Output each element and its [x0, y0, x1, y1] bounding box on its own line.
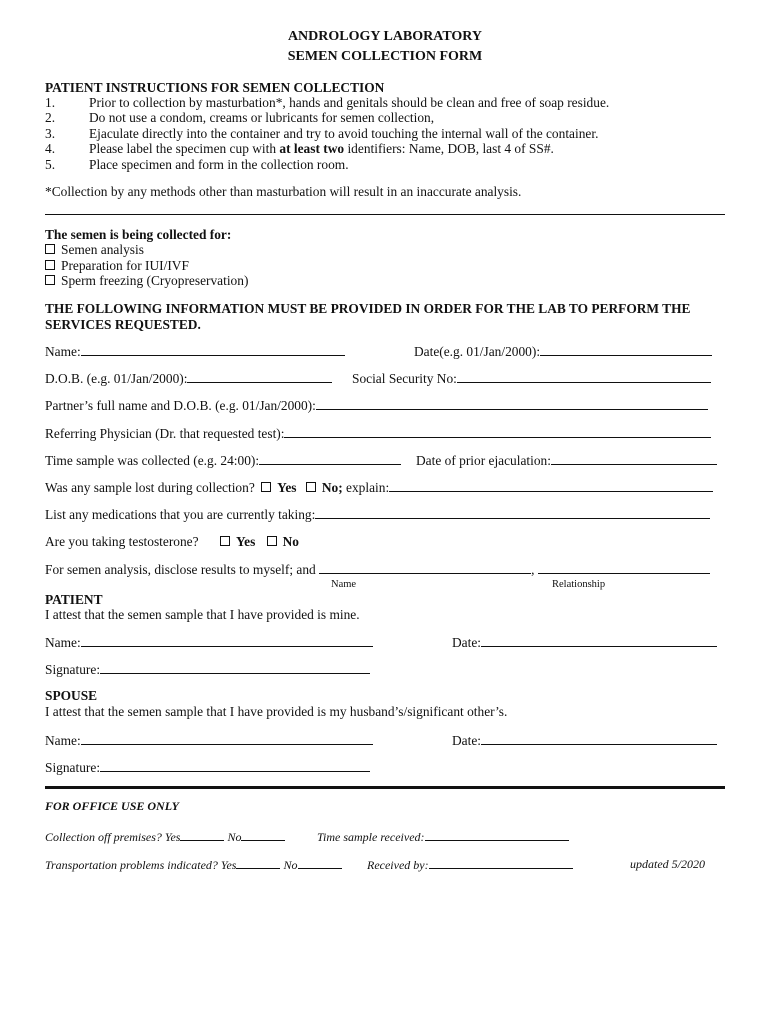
section-divider [45, 214, 725, 215]
spouse-name-label: Name: [45, 733, 81, 748]
medications-row [45, 506, 710, 523]
form-title: SEMEN COLLECTION FORM [287, 49, 483, 64]
spouse-signature-label: Signature: [45, 760, 101, 775]
required-info-notice: THE FOLLOWING INFORMATION MUST BE PROVIDED IN ORDER FOR THE LAB TO PERFORM THE [45, 301, 691, 316]
ssn-label: Social Security No: [352, 371, 457, 386]
collection-yes-field[interactable] [180, 829, 224, 841]
patient-date-label: Date: [452, 635, 481, 650]
name-caption: Name [331, 579, 357, 590]
testosterone-row [45, 534, 299, 550]
spouse-signature-field[interactable] [100, 759, 370, 772]
patient-signature-field[interactable] [100, 661, 370, 674]
purpose-option [45, 273, 248, 289]
physician-label: Referring Physician (Dr. that requested test): [45, 426, 285, 441]
received-by-label: Received by: [367, 858, 429, 872]
patient-attestation: I attest that the semen sample that I have provided is mine. [45, 607, 360, 622]
instruction-number: 3. [45, 126, 56, 141]
purpose-option [45, 258, 189, 274]
spouse-name-row [45, 732, 373, 749]
spouse-date-field[interactable] [481, 732, 717, 745]
spouse-heading: SPOUSE [45, 688, 98, 703]
patient-name-label: Name: [45, 635, 81, 650]
physician-row [45, 425, 711, 442]
office-divider [45, 786, 725, 789]
lab-title: ANDROLOGY LABORATORY [287, 29, 483, 44]
patient-date-row [452, 634, 717, 651]
patient-date-field[interactable] [481, 634, 717, 647]
patient-name-field[interactable] [81, 634, 373, 647]
partner-field[interactable] [316, 397, 708, 410]
instruction-item [45, 126, 598, 142]
disclose-relationship-field[interactable] [538, 561, 710, 574]
sample-lost-no-checkbox[interactable] [306, 482, 316, 492]
name-field[interactable] [81, 343, 345, 356]
disclose-name-field[interactable] [319, 561, 531, 574]
disclose-comma: , [531, 562, 535, 577]
sample-lost-row [45, 479, 713, 496]
updated-date: updated 5/2020 [630, 857, 705, 871]
no-label: No [282, 534, 300, 549]
instruction-item [45, 110, 434, 126]
purpose-option-label: Preparation for IUI/IVF [61, 258, 189, 273]
received-by-field[interactable] [429, 857, 573, 869]
instruction-item [45, 95, 609, 111]
checkbox[interactable] [45, 244, 55, 254]
time-collected-field[interactable] [259, 452, 401, 465]
dob-label: D.O.B. (e.g. 01/Jan/2000): [45, 371, 188, 386]
instructions-heading: PATIENT INSTRUCTIONS FOR SEMEN COLLECTION [45, 80, 385, 95]
transport-label: Transportation problems indicated? [45, 858, 218, 872]
physician-field[interactable] [284, 425, 711, 438]
patient-heading: PATIENT [45, 592, 103, 607]
spouse-signature-row [45, 759, 370, 776]
disclose-row [45, 561, 710, 578]
purpose-option [45, 242, 144, 258]
purpose-option-label: Sperm freezing (Cryopreservation) [61, 273, 249, 288]
instruction-item [45, 141, 554, 157]
instruction-text: Please label the specimen cup with [89, 141, 280, 156]
office-received-by-row [367, 857, 573, 873]
checkbox[interactable] [45, 260, 55, 270]
time-received-field[interactable] [425, 829, 569, 841]
instruction-text: Ejaculate directly into the container and try to avoid touching the internal wall of the container. [89, 126, 599, 141]
collection-footnote: *Collection by any methods other than masturbation will result in an inaccurate analysis. [45, 184, 522, 199]
purpose-option-label: Semen analysis [61, 242, 144, 257]
instruction-emphasis: at least two [279, 141, 345, 156]
testosterone-no-checkbox[interactable] [267, 536, 277, 546]
sample-lost-yes-checkbox[interactable] [261, 482, 271, 492]
dob-row [45, 370, 332, 387]
testosterone-yes-checkbox[interactable] [220, 536, 230, 546]
instruction-text: Do not use a condom, creams or lubricants for semen collection, [89, 110, 435, 125]
prior-ejaculation-row [416, 452, 717, 469]
ssn-row [352, 370, 711, 387]
office-yes-label: Yes [164, 830, 181, 844]
office-collection-row [45, 829, 285, 845]
patient-signature-label: Signature: [45, 662, 101, 677]
purpose-heading: The semen is being collected for: [45, 227, 232, 242]
spouse-date-label: Date: [452, 733, 481, 748]
yes-label: Yes [277, 480, 297, 495]
date-label: Date(e.g. 01/Jan/2000): [414, 344, 541, 359]
dob-field[interactable] [187, 370, 332, 383]
spouse-attestation: I attest that the semen sample that I have provided is my husband’s/significant other’s. [45, 704, 508, 719]
patient-signature-row [45, 661, 370, 678]
testosterone-label: Are you taking testosterone? [45, 534, 199, 549]
spouse-name-field[interactable] [81, 732, 373, 745]
yes-label: Yes [235, 534, 256, 549]
office-use-heading: FOR OFFICE USE ONLY [45, 799, 179, 813]
no-label: No; [321, 480, 343, 495]
relationship-caption: Relationship [552, 579, 606, 590]
time-received-label: Time sample received: [317, 830, 425, 844]
instruction-item [45, 157, 349, 173]
office-yes-label: Yes [220, 858, 237, 872]
name-label: Name: [45, 344, 81, 359]
explain-field[interactable] [389, 479, 713, 492]
patient-name-row [45, 634, 373, 651]
collection-off-premises-label: Collection off premises? [45, 830, 162, 844]
disclose-label: For semen analysis, disclose results to myself; and [45, 562, 316, 577]
sample-lost-label: Was any sample lost during collection? [45, 480, 255, 495]
office-no-label: No [283, 858, 298, 872]
time-collected-label: Time sample was collected (e.g. 24:00): [45, 453, 260, 468]
required-info-notice-cont: SERVICES REQUESTED. [45, 317, 201, 332]
partner-row [45, 397, 708, 414]
prior-ejaculation-field[interactable] [551, 452, 717, 465]
prior-ejaculation-label: Date of prior ejaculation: [416, 453, 551, 468]
instruction-number: 2. [45, 110, 56, 125]
date-field[interactable] [540, 343, 712, 356]
time-collected-row [45, 452, 401, 469]
office-no-label: No [227, 830, 242, 844]
office-time-received-row [317, 829, 569, 845]
checkbox[interactable] [45, 275, 55, 285]
medications-field[interactable] [315, 506, 710, 519]
name-row [45, 343, 345, 360]
partner-label: Partner’s full name and D.O.B. (e.g. 01/Jan/2000): [45, 398, 316, 413]
spouse-date-row [452, 732, 717, 749]
instruction-text: identifiers: Name, DOB, last 4 of SS#. [344, 141, 554, 156]
transport-no-field[interactable] [298, 857, 342, 869]
instruction-number: 1. [45, 95, 56, 110]
transport-yes-field[interactable] [236, 857, 280, 869]
date-row [414, 343, 712, 360]
instruction-number: 4. [45, 141, 56, 156]
instruction-text: Place specimen and form in the collection room. [89, 157, 349, 172]
ssn-field[interactable] [457, 370, 711, 383]
instruction-text: Prior to collection by masturbation*, hands and genitals should be clean and free of soap residue. [89, 95, 610, 110]
office-transport-row [45, 857, 342, 873]
explain-label: explain: [346, 480, 390, 495]
collection-no-field[interactable] [241, 829, 285, 841]
medications-label: List any medications that you are currently taking: [45, 507, 316, 522]
instruction-number: 5. [45, 157, 56, 172]
